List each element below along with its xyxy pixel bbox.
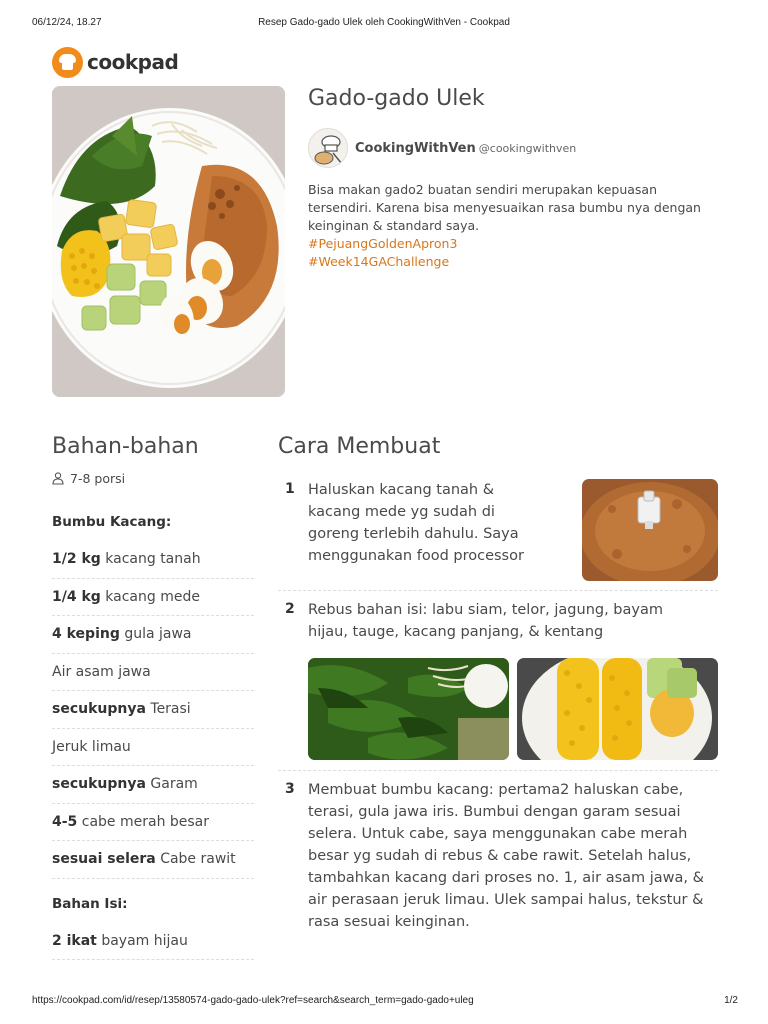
step-text: Rebus bahan isi: labu siam, telor, jagung, bayam hijau, tauge, kacang panjang, & kentang: [308, 602, 663, 640]
ingredients-heading: Bahan-bahan: [52, 434, 199, 459]
print-header: [0, 17, 768, 31]
portion-info: [52, 471, 125, 486]
print-footer: [0, 995, 768, 1009]
ingredient-name: Garam: [150, 776, 198, 792]
step-3: [278, 779, 718, 930]
ingredient-item: [52, 616, 254, 654]
ingredients-list: [52, 503, 254, 960]
ingredient-qty: sesuai selera: [52, 851, 156, 867]
print-datetime: 06/12/24, 18.27: [32, 17, 102, 28]
ingredient-item: [52, 579, 254, 617]
ingredient-name: Jeruk limau: [52, 738, 131, 755]
ingredient-qty: 2 ikat: [52, 932, 97, 949]
ingredient-name: Terasi: [150, 701, 191, 717]
step-1-photo[interactable]: [582, 479, 718, 581]
ingredient-item: [52, 691, 254, 729]
step-number: 2: [285, 601, 295, 617]
ingredient-qty: secukupnya: [52, 776, 146, 792]
author-name[interactable]: CookingWithVen: [355, 140, 476, 156]
ingredient-qty: 1/2 kg: [52, 551, 101, 567]
ingredient-item: [52, 804, 254, 842]
ingredient-name: kacang tanah: [105, 551, 201, 567]
print-page-title: Resep Gado-gado Ulek oleh CookingWithVen - Cookpad: [258, 17, 510, 28]
logo-text: cookpad: [87, 50, 179, 74]
step-2-photo-corn[interactable]: [517, 658, 718, 760]
author-avatar[interactable]: [308, 128, 348, 168]
portion-text: 7-8 porsi: [70, 471, 126, 486]
print-url: https://cookpad.com/id/resep/13580574-gado-gado-ulek?ref=search&search_term=gado-gado+uleg: [32, 995, 474, 1006]
ingredient-name: kacang mede: [105, 588, 200, 605]
ingredient-item: [52, 541, 254, 579]
step-2-photo-greens[interactable]: [308, 658, 509, 760]
ingredient-qty: secukupnya: [52, 701, 146, 717]
ingredient-name: Cabe rawit: [160, 851, 236, 867]
steps-heading: Cara Membuat: [278, 434, 441, 459]
ingredient-group-title: Bumbu Kacang:: [52, 514, 172, 530]
step-divider: [278, 770, 718, 771]
chef-hat-icon: [52, 47, 83, 78]
step-text: Haluskan kacang tanah & kacang mede yg sudah di goreng terlebih dahulu. Saya menggunakan food processor: [308, 482, 524, 564]
ingredient-group-title: Bahan Isi:: [52, 895, 128, 912]
hashtag-link[interactable]: #Week14GAChallenge: [308, 254, 450, 269]
step-number: 1: [285, 481, 295, 497]
ingredient-name: bayam hijau: [101, 932, 188, 949]
description-text: Bisa makan gado2 buatan sendiri merupakan kepuasan tersendiri. Karena bisa menyesuaikan rasa bumbu nya dengan keinginan & standard saya.: [308, 182, 701, 233]
ingredient-name: Air asam jawa: [52, 663, 151, 680]
step-number: 3: [285, 781, 295, 797]
recipe-main-photo: [52, 86, 285, 397]
ingredient-qty: 1/4 kg: [52, 588, 101, 605]
ingredient-item: [52, 654, 254, 692]
cookpad-logo[interactable]: [52, 46, 178, 78]
ingredient-name: cabe merah besar: [81, 813, 210, 830]
recipe-description: [308, 181, 708, 271]
step-divider: [278, 590, 718, 591]
hashtag-link[interactable]: #PejuangGoldenApron3: [308, 236, 458, 251]
ingredient-item: [52, 923, 254, 961]
ingredient-item: [52, 766, 254, 804]
print-page-number: 1/2: [724, 995, 738, 1006]
ingredient-qty: 4-5: [52, 813, 78, 830]
author-info[interactable]: [308, 128, 576, 168]
step-text: Membuat bumbu kacang: pertama2 haluskan cabe, terasi, gula jawa iris. Bumbui dengan garam sesuai selera. Untuk cabe, saya menggunakan cabe merah besar yg sudah di rebus & cabe rawit. Setelah halus, tambahkan kacang dari proses no. 1, air asam jawa, & air perasaan jeruk limau. Ulek sampai halus, tekstur & rasa sesuai keinginan.: [308, 782, 704, 930]
person-icon: [52, 472, 64, 485]
author-handle: @cookingwithven: [478, 141, 577, 155]
ingredient-name: gula jawa: [124, 626, 192, 642]
step-2: [278, 599, 718, 649]
ingredient-item: [52, 729, 254, 767]
recipe-title: Gado-gado Ulek: [308, 86, 485, 111]
ingredient-qty: 4 keping: [52, 626, 120, 642]
ingredient-item: [52, 841, 254, 879]
